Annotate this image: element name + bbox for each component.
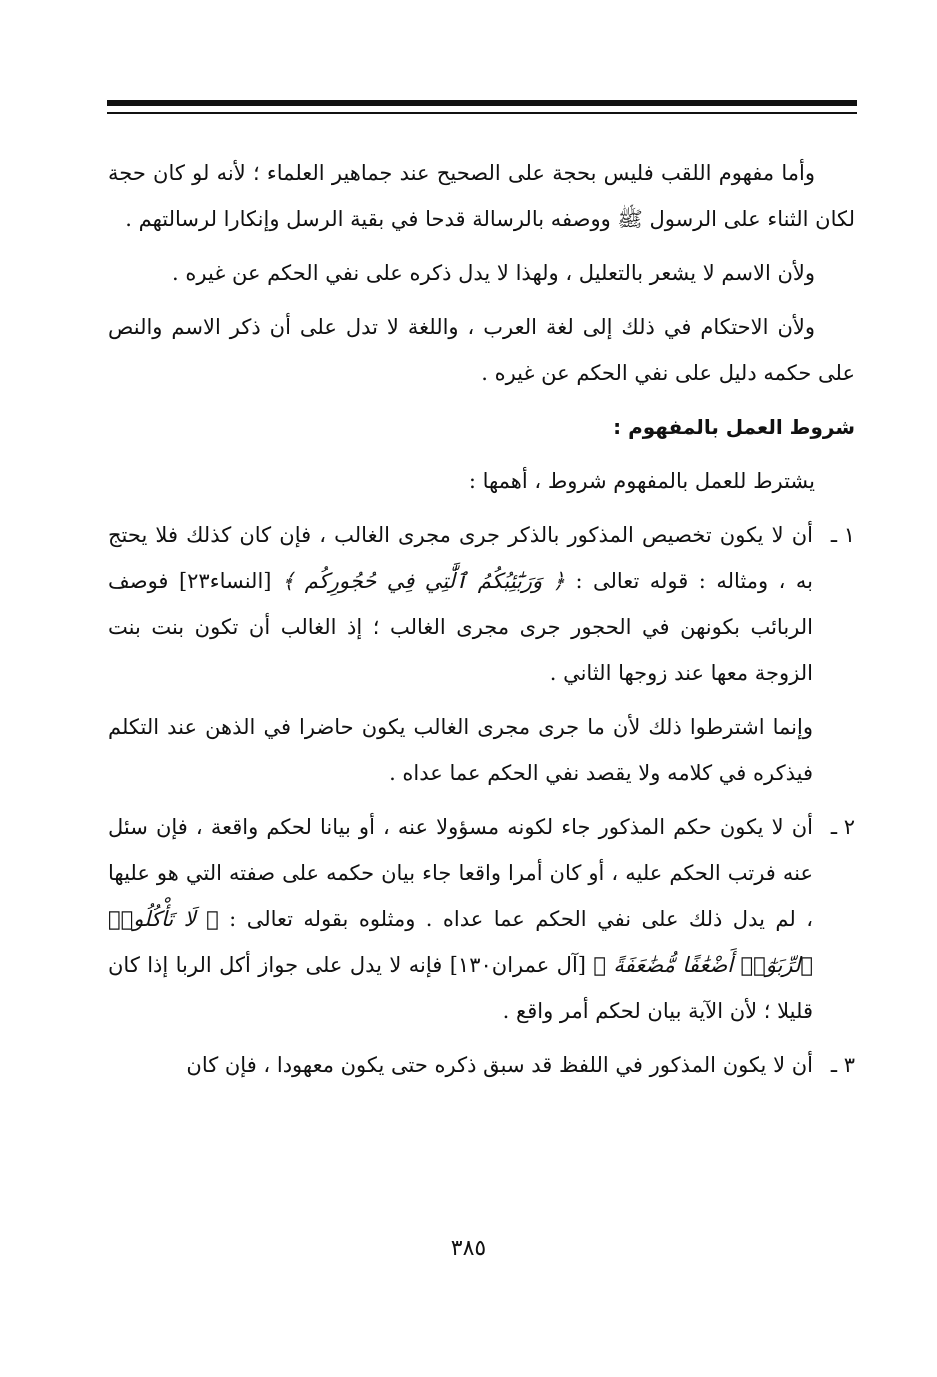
section-heading: شروط العمل بالمفهوم : [613,415,855,439]
condition-2-text-a: أن لا يكون حكم المذكور جاء لكونه مسؤولا عنه ، أو بيانا لحكم واقعة ، فإن سئل عنه فرتب الحكم عليه ، أو كان أمرا واقعا جاء بيان حكمه على صفته التي هو عليها ، لم يدل ذلك على نفي الحكم عما عداه . ومثلوه بقوله تعالى : [108,815,813,931]
paragraph-ism: ولأن الاسم لا يشعر بالتعليل ، ولهذا لا يدل ذكره على نفي الحكم عن غيره . [172,261,815,285]
condition-2-text-b: [آل عمران١٣٠] فإنه لا يدل على جواز أكل الربا إذا كان قليلا ؛ لأن الآية بيان لحكم أمر واقع . [108,953,813,1023]
section-intro: يشترط للعمل بالمفهوم شروط ، أهمها : [468,469,815,493]
page-number: ٣٨٥ [450,1236,487,1261]
condition-2-quran-quote: ﴿ لَا تَأْكُلُوا۟ ٱلرِّبَوٰٓا۟ أَضْعَٰفًا مُّضَٰعَفَةً ﴾ [108,907,814,977]
header-rule-thin [107,112,857,114]
header-rule-thick [107,100,857,106]
condition-2-number: ٢ ـ [830,815,855,839]
page-body [108,150,855,1096]
condition-1-text-b: [النساء٢٣] فوصف الربائب بكونهن في الحجور جرى مجرى الغالب ؛ إذ الغالب أن تكون بنت بنت الزوجة معها عند زوجها الثاني . [108,569,813,685]
condition-1-note: وإنما اشترطوا ذلك لأن ما جرى مجرى الغالب يكون حاضرا في الذهن عند التكلم فيذكره في كلامه ولا يقصد نفي الحكم عما عداه . [108,715,813,785]
condition-1-number: ١ ـ [830,523,855,547]
condition-3 [108,1042,855,1088]
condition-1-quran-quote: ﴿ وَرَبَٰٓئِبُكُمُ ٱلَّٰتِي فِي حُجُورِكُم ﴾ [281,569,565,593]
condition-3-number: ٣ ـ [830,1053,855,1077]
condition-3-text: أن لا يكون المذكور في اللفظ قد سبق ذكره حتى يكون معهودا ، فإن كان [186,1053,813,1077]
condition-1 [108,512,855,696]
condition-2 [108,804,855,1034]
paragraph-lugha: ولأن الاحتكام في ذلك إلى لغة العرب ، واللغة لا تدل على أن ذكر الاسم والنص على حكمه دليل على نفي الحكم عن غيره . [108,315,855,385]
condition-1-text-a: أن لا يكون تخصيص المذكور بالذكر جرى مجرى الغالب ، فإن كان كذلك فلا يحتج به ، ومثاله : قوله تعالى : [108,523,813,593]
paragraph-laqab: وأما مفهوم اللقب فليس بحجة على الصحيح عند جماهير العلماء ؛ لأنه لو كان حجة لكان الثناء على الرسول ﷺ ووصفه بالرسالة قدحا في بقية الرسل وإنكارا لرسالتهم . [108,161,855,231]
